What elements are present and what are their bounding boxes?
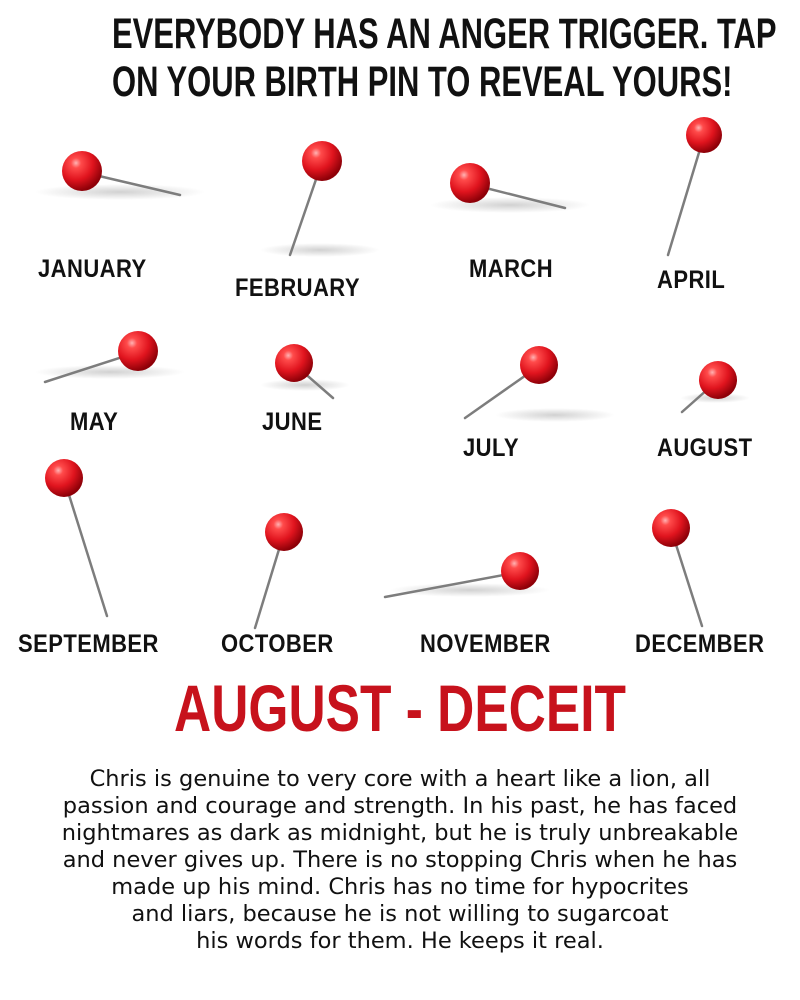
headline-line-1: EVERYBODY HAS AN ANGER TRIGGER. TAP — [112, 10, 777, 58]
month-label-february[interactable]: FEBRUARY — [235, 274, 360, 302]
headline-line-2: ON YOUR BIRTH PIN TO REVEAL YOURS! — [112, 58, 733, 106]
pin-november[interactable] — [385, 552, 550, 597]
month-label-april[interactable]: APRIL — [657, 266, 726, 294]
description-line: his words for them. He keeps it real. — [196, 928, 604, 954]
pin-january[interactable] — [35, 151, 205, 200]
description-line: Chris is genuine to very core with a heart like a lion, all — [89, 766, 711, 792]
pin-december[interactable] — [652, 509, 702, 626]
pin-october[interactable] — [255, 513, 303, 628]
pin-february[interactable] — [260, 141, 380, 257]
description-line: made up his mind. Chris has no time for hypocrites — [111, 874, 689, 900]
pin-september[interactable] — [45, 459, 107, 616]
month-label-march[interactable]: MARCH — [469, 255, 554, 283]
pin-june[interactable] — [260, 344, 350, 398]
result-title: AUGUST - DECEIT — [174, 671, 626, 745]
month-label-may[interactable]: MAY — [70, 408, 119, 436]
description-line: passion and courage and strength. In his past, he has faced — [62, 793, 738, 819]
pin-march[interactable] — [430, 163, 590, 213]
month-label-january[interactable]: JANUARY — [38, 255, 147, 283]
description-line: and never gives up. There is no stopping Chris when he has — [62, 847, 738, 873]
pin-may[interactable] — [35, 331, 185, 382]
pin-april[interactable] — [668, 117, 722, 255]
description-line: and liars, because he is not willing to sugarcoat — [131, 901, 669, 927]
month-label-october[interactable]: OCTOBER — [221, 630, 334, 658]
pin-july[interactable] — [465, 346, 615, 422]
headline — [112, 10, 777, 106]
month-label-december[interactable]: DECEMBER — [635, 630, 765, 658]
description-line: nightmares as dark as midnight, but he is truly unbreakable — [61, 820, 739, 846]
month-label-november[interactable]: NOVEMBER — [420, 630, 551, 658]
month-label-july[interactable]: JULY — [463, 434, 519, 462]
result-description — [10, 766, 790, 955]
month-label-august[interactable]: AUGUST — [657, 434, 753, 462]
pin-august[interactable] — [680, 361, 750, 412]
month-label-september[interactable]: SEPTEMBER — [18, 630, 159, 658]
month-label-june[interactable]: JUNE — [262, 408, 323, 436]
